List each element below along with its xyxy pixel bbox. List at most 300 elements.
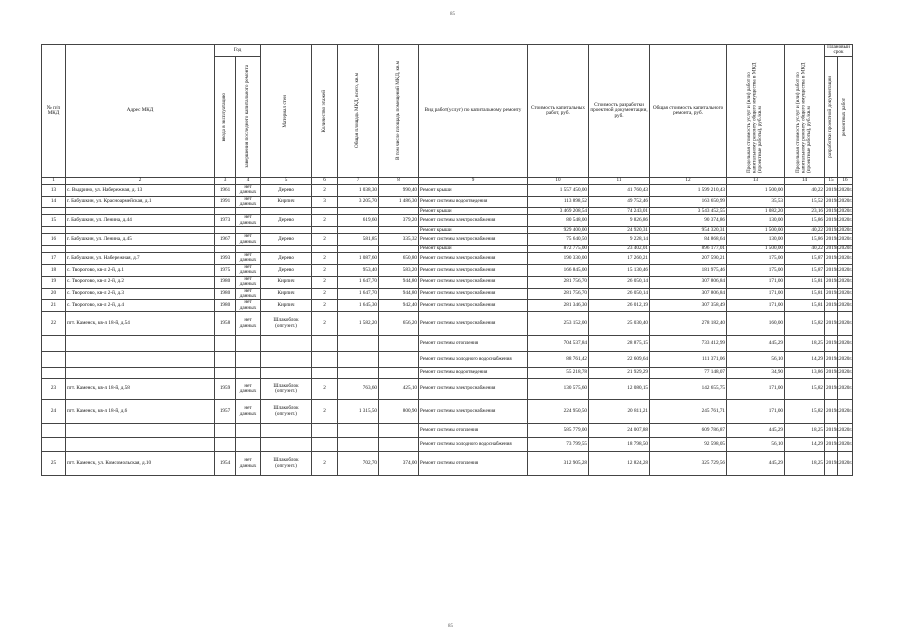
- cell-design: 26 050,14: [589, 288, 650, 300]
- cell-address: г. Бабушкин, ул. Ленина, д.45: [66, 234, 215, 246]
- column-number: 4: [236, 177, 261, 184]
- cell-no: 16: [42, 234, 66, 246]
- cell-wall: [261, 424, 312, 438]
- cell-lim2: 13,86: [785, 368, 825, 379]
- cell-cost: 872 775,00: [528, 246, 589, 253]
- cell-floors: 2: [312, 312, 338, 336]
- cell-living: 944,80: [379, 276, 419, 288]
- cell-floors: 2: [312, 234, 338, 246]
- cell-floors: 2: [312, 379, 338, 400]
- column-number: 9: [419, 177, 528, 184]
- cell-lim2: 18,25: [785, 424, 825, 438]
- cell-p1: 2019г.: [825, 264, 838, 276]
- cell-work: Ремонт системы электроснабжения: [419, 300, 528, 312]
- cell-lim1: 445,29: [727, 452, 785, 476]
- cell-address: с. Выдрино, ул. Набережная, д. 13: [66, 184, 215, 196]
- cell-total: 733 412,99: [650, 336, 727, 352]
- cell-wall: Дерево: [261, 184, 312, 196]
- cell-lim1: 1 500,00: [727, 246, 785, 253]
- col-header-no: № п/п МКД: [42, 45, 66, 178]
- cell-year: [215, 368, 236, 379]
- cell-no: 22: [42, 312, 66, 336]
- cell-living: 990,40: [379, 184, 419, 196]
- cell-lim1: 175,00: [727, 264, 785, 276]
- cell-wall: [261, 246, 312, 253]
- cell-p2: 2020г.: [838, 253, 853, 265]
- table-row: [42, 215, 853, 227]
- col-header-cost-works: Стоимость капитальных работ, руб.: [528, 45, 589, 178]
- cell-area: [338, 424, 379, 438]
- cell-year: 1957: [215, 400, 236, 424]
- cell-design: 18 798,50: [589, 438, 650, 452]
- repair-registry-table: [41, 44, 853, 476]
- cell-p2: 2020г.: [838, 196, 853, 208]
- cell-address: с. Творогово, кв-л 2-й, д.3: [66, 288, 215, 300]
- cell-p1: 2019г.: [825, 336, 838, 352]
- cell-address: с. Творогово, кв-л 2-й, д.1: [66, 264, 215, 276]
- cell-wall: Дерево: [261, 234, 312, 246]
- cell-floors: 2: [312, 300, 338, 312]
- table-row: [42, 253, 853, 265]
- cell-repair: нет данных: [236, 234, 261, 246]
- cell-wall: [261, 438, 312, 452]
- cell-design: 74 243,01: [589, 208, 650, 215]
- cell-p1: 2019г.: [825, 276, 838, 288]
- cell-p1: 2019г.: [825, 300, 838, 312]
- column-number: 10: [528, 177, 589, 184]
- cell-area: [338, 438, 379, 452]
- table-row: [42, 264, 853, 276]
- cell-total: 207 590,21: [650, 253, 727, 265]
- cell-living: [379, 246, 419, 253]
- cell-total: 307 358,49: [650, 300, 727, 312]
- cell-p2: 2020г.: [838, 336, 853, 352]
- cell-repair: нет данных: [236, 184, 261, 196]
- table-row: [42, 288, 853, 300]
- cell-repair: нет данных: [236, 276, 261, 288]
- cell-design: 15 130,46: [589, 264, 650, 276]
- cell-total: 163 650,99: [650, 196, 727, 208]
- cell-lim2: 15,81: [785, 276, 825, 288]
- cell-design: 26 050,14: [589, 276, 650, 288]
- col-header-work: Вид работ(услуг) по капитальному ремонту: [419, 45, 528, 178]
- cell-repair: нет данных: [236, 196, 261, 208]
- cell-total: 954 320,31: [650, 227, 727, 234]
- cell-lim2: 18,25: [785, 336, 825, 352]
- cell-address: [66, 336, 215, 352]
- cell-area: [338, 336, 379, 352]
- cell-design: 17 260,21: [589, 253, 650, 265]
- col-header-address: Адрес МКД: [66, 45, 215, 178]
- table-header: [42, 45, 853, 185]
- cell-lim2: 18,25: [785, 452, 825, 476]
- table-row: [42, 336, 853, 352]
- cell-address: пгт. Каменск, кв-л 18-й, д.58: [66, 379, 215, 400]
- cell-year: [215, 352, 236, 368]
- cell-wall: Шлакоблок (опгуэнт.): [261, 379, 312, 400]
- cell-p2: 2020г.: [838, 424, 853, 438]
- col-header-floors: Количество этажей: [312, 45, 338, 178]
- cell-living: [379, 424, 419, 438]
- col-header-plan-design: разработки проектной документации: [825, 56, 838, 177]
- column-number: 14: [785, 177, 825, 184]
- cell-p1: 2019г.: [825, 196, 838, 208]
- cell-p1: 2019г.: [825, 452, 838, 476]
- cell-p2: 2020г.: [838, 312, 853, 336]
- cell-total: 1 599 210,43: [650, 184, 727, 196]
- cell-no: [42, 368, 66, 379]
- cell-work: Ремонт системы водоотведения: [419, 196, 528, 208]
- cell-address: г. Бабушкин, ул. Ленина, д.44: [66, 215, 215, 227]
- page-number-bottom: 85: [448, 624, 453, 629]
- cell-p2: 2020г.: [839, 226, 853, 233]
- cell-living: 650,80: [379, 253, 419, 265]
- cell-no: [42, 438, 66, 452]
- cell-living: [379, 336, 419, 352]
- col-header-limit2: Предельная стоимость услуг и (или) работ по капитальному ремонту общего имущества в МКД (проектные работы), руб./кв.м: [785, 45, 825, 178]
- cell-p2: 2020г.: [838, 352, 853, 368]
- cell-living: [379, 227, 419, 234]
- cell-area: 702,70: [338, 452, 379, 476]
- cell-p2: 2020г.: [838, 438, 853, 452]
- cell-p2: 2020г.: [838, 452, 853, 476]
- cell-repair: нет данных: [236, 452, 261, 476]
- cell-floors: [312, 352, 338, 368]
- cell-floors: 2: [312, 400, 338, 424]
- cell-wall: Дерево: [261, 215, 312, 227]
- cell-repair: [236, 424, 261, 438]
- cell-cost: 113 898,52: [528, 196, 589, 208]
- cell-lim2: 15,52: [785, 196, 825, 208]
- cell-floors: 2: [312, 276, 338, 288]
- cell-lim1: 1 082,20: [727, 208, 785, 215]
- cell-lim2: 15,86: [785, 215, 825, 227]
- cell-no: 20: [42, 288, 66, 300]
- column-number: 2: [66, 177, 215, 184]
- cell-wall: Кирпич: [261, 288, 312, 300]
- cell-wall: Шлакоблок (опгуэнт.): [261, 400, 312, 424]
- cell-total: 245 761,71: [650, 400, 727, 424]
- cell-cost: 88 761,42: [528, 352, 589, 368]
- cell-design: 28 875,15: [589, 336, 650, 352]
- cell-wall: Шлакоблок (опгуэнт.): [261, 452, 312, 476]
- cell-lim1: 130,00: [727, 234, 785, 246]
- cell-no: [42, 336, 66, 352]
- cell-no: 15: [42, 215, 66, 227]
- cell-cost: 80 548,00: [528, 215, 589, 227]
- cell-area: 1 038,30: [338, 184, 379, 196]
- cell-cost: 1 557 450,00: [528, 184, 589, 196]
- cell-p2: 2020г.: [838, 379, 853, 400]
- cell-living: 379,20: [379, 215, 419, 227]
- cell-lim1: 445,29: [727, 336, 785, 352]
- table-row: [42, 424, 853, 438]
- cell-lim2: 15,87: [785, 253, 825, 265]
- cell-total: 307 806,84: [650, 276, 727, 288]
- cell-p1: 2019г.: [825, 400, 838, 424]
- cell-no: 13: [42, 184, 66, 196]
- cell-work: Ремонт системы холодного водоснабжения: [419, 352, 528, 368]
- cell-lim2: 40,22: [785, 227, 825, 234]
- cell-p2: 2020г.: [838, 400, 853, 424]
- cell-floors: 2: [312, 264, 338, 276]
- cell-total: 278 182,40: [650, 312, 727, 336]
- cell-area: [338, 246, 379, 253]
- cell-floors: 2: [312, 452, 338, 476]
- cell-design: 9 826,86: [589, 215, 650, 227]
- table-row: [42, 300, 853, 312]
- table-row: [42, 352, 853, 368]
- cell-living: 583,20: [379, 264, 419, 276]
- cell-address: с. Творогово, кв-л 2-й, д.2: [66, 276, 215, 288]
- cell-address: г. Бабушкин, ул. Набережная, д.7: [66, 253, 215, 265]
- cell-no: [42, 246, 66, 253]
- cell-p2: 2020г.: [838, 300, 853, 312]
- column-number: 3: [215, 177, 236, 184]
- cell-year: [215, 438, 236, 452]
- cell-work: Ремонт системы электроснабжения: [419, 264, 528, 276]
- cell-lim1: 171,00: [727, 276, 785, 288]
- cell-repair: нет данных: [236, 379, 261, 400]
- cell-work: Ремонт системы электроснабжения: [419, 215, 528, 227]
- column-number: 5: [261, 177, 312, 184]
- cell-living: 374,00: [379, 452, 419, 476]
- cell-lim2: 15,81: [785, 288, 825, 300]
- col-header-area-living: В том числе площадь помещений МКД, кв.м: [379, 45, 419, 178]
- cell-year: 1975: [215, 264, 236, 276]
- column-number: 6: [312, 177, 338, 184]
- cell-design: 22 609,64: [589, 352, 650, 368]
- cell-p1: 2019г.: [825, 368, 838, 379]
- cell-address: [66, 368, 215, 379]
- cell-lim1: 445,29: [727, 424, 785, 438]
- table-row: [42, 368, 853, 379]
- cell-work: Ремонт крыши: [419, 246, 528, 253]
- cell-work: Ремонт системы электроснабжения: [419, 234, 528, 246]
- cell-wall: Кирпич: [261, 276, 312, 288]
- cell-living: 1 486,30: [379, 196, 419, 208]
- cell-lim2: 14,29: [785, 352, 825, 368]
- cell-year: [215, 208, 236, 215]
- table-body: [42, 184, 853, 475]
- cell-address: [66, 227, 215, 234]
- cell-p1: 2019г.: [826, 207, 840, 214]
- cell-work: Ремонт системы отопления: [419, 424, 528, 438]
- cell-total: 92 598,05: [650, 438, 727, 452]
- cell-floors: [312, 208, 338, 215]
- column-number: 12: [650, 177, 727, 184]
- cell-lim2: 15,82: [785, 400, 825, 424]
- column-number: 15: [825, 177, 838, 184]
- cell-lim1: 1 500,00: [727, 184, 785, 196]
- cell-year: 1961: [215, 184, 236, 196]
- cell-lim1: 171,00: [727, 400, 785, 424]
- cell-design: 12 824,28: [589, 452, 650, 476]
- cell-lim2: 15,82: [785, 312, 825, 336]
- col-header-plan-group: Плановый срок: [825, 45, 853, 57]
- cell-cost: 281 756,70: [528, 276, 589, 288]
- cell-p1: 2019г.: [825, 312, 838, 336]
- cell-design: 24 007,88: [589, 424, 650, 438]
- column-number: 8: [379, 177, 419, 184]
- cell-no: [42, 208, 66, 215]
- cell-p2: 2020г.: [839, 245, 853, 252]
- cell-work: Ремонт системы электроснабжения: [419, 253, 528, 265]
- cell-design: 49 752,46: [589, 196, 650, 208]
- table-row: [42, 246, 853, 253]
- cell-year: [215, 227, 236, 234]
- cell-p1: 2019г.: [825, 234, 838, 246]
- cell-area: [338, 368, 379, 379]
- cell-lim2: 15,81: [785, 300, 825, 312]
- cell-no: [42, 227, 66, 234]
- cell-cost: 130 575,60: [528, 379, 589, 400]
- col-header-cost-design: Стоимость разработки проектной документации, руб.: [589, 45, 650, 178]
- cell-area: 1 647,70: [338, 288, 379, 300]
- cell-work: Ремонт системы отопления: [419, 452, 528, 476]
- cell-floors: 3: [312, 196, 338, 208]
- cell-lim2: 40,22: [785, 184, 825, 196]
- cell-total: 111 371,06: [650, 352, 727, 368]
- cell-work: Ремонт системы электроснабжения: [419, 400, 528, 424]
- cell-floors: [312, 336, 338, 352]
- cell-repair: [236, 352, 261, 368]
- cell-cost: 704 537,84: [528, 336, 589, 352]
- cell-lim1: 175,00: [727, 253, 785, 265]
- cell-year: 1958: [215, 312, 236, 336]
- cell-lim2: 40,22: [785, 246, 825, 253]
- cell-area: [338, 208, 379, 215]
- cell-floors: [312, 438, 338, 452]
- cell-year: 1959: [215, 379, 236, 400]
- cell-design: 9 228,14: [589, 234, 650, 246]
- cell-design: 26 012,19: [589, 300, 650, 312]
- cell-total: 77 148,07: [650, 368, 727, 379]
- cell-p2: 2020г.: [838, 288, 853, 300]
- cell-address: [66, 208, 215, 215]
- cell-cost: 281 346,30: [528, 300, 589, 312]
- cell-living: 800,90: [379, 400, 419, 424]
- cell-design: 41 760,43: [589, 184, 650, 196]
- table-row: [42, 227, 853, 234]
- cell-living: [379, 368, 419, 379]
- cell-year: 1973: [215, 215, 236, 227]
- cell-repair: [236, 438, 261, 452]
- cell-area: 763,60: [338, 379, 379, 400]
- cell-living: [379, 438, 419, 452]
- cell-area: [338, 352, 379, 368]
- cell-living: 425,10: [379, 379, 419, 400]
- cell-design: 25 030,40: [589, 312, 650, 336]
- cell-cost: 166 845,00: [528, 264, 589, 276]
- cell-total: 90 374,86: [650, 215, 727, 227]
- cell-work: Ремонт системы отопления: [419, 336, 528, 352]
- cell-address: [66, 246, 215, 253]
- cell-floors: 2: [312, 253, 338, 265]
- cell-p2: 2020г.: [838, 368, 853, 379]
- cell-year: [215, 336, 236, 352]
- page-number-top: 85: [450, 12, 455, 17]
- column-number: 7: [338, 177, 379, 184]
- cell-cost: 253 152,00: [528, 312, 589, 336]
- cell-living: [379, 352, 419, 368]
- cell-p1: 2019г.: [825, 215, 838, 227]
- cell-year: 1954: [215, 452, 236, 476]
- cell-wall: Кирпич: [261, 300, 312, 312]
- cell-design: 21 929,29: [589, 368, 650, 379]
- cell-p1: 2019г.: [825, 253, 838, 265]
- cell-p2: 2020г.: [838, 184, 853, 196]
- cell-floors: [312, 424, 338, 438]
- cell-design: 24 920,31: [589, 227, 650, 234]
- cell-area: 1 582,20: [338, 312, 379, 336]
- cell-cost: 281 756,70: [528, 288, 589, 300]
- cell-wall: Шлакоблок (опгуэнт.): [261, 312, 312, 336]
- cell-total: 142 655,75: [650, 379, 727, 400]
- cell-area: 619,60: [338, 215, 379, 227]
- cell-total: 181 975,46: [650, 264, 727, 276]
- cell-address: [66, 424, 215, 438]
- cell-wall: [261, 352, 312, 368]
- cell-area: 581,85: [338, 234, 379, 246]
- cell-p1: 2019г.: [825, 424, 838, 438]
- cell-work: Ремонт крыши: [419, 208, 528, 215]
- cell-area: [338, 227, 379, 234]
- cell-lim1: 1 500,00: [727, 227, 785, 234]
- cell-wall: [261, 227, 312, 234]
- column-number: 16: [838, 177, 853, 184]
- cell-cost: 75 640,50: [528, 234, 589, 246]
- cell-p1: 2019г.: [825, 438, 838, 452]
- table-row: [42, 379, 853, 400]
- col-header-cost-total: Общая стоимость капитального ремонта, руб.: [650, 45, 727, 178]
- cell-lim1: 130,00: [727, 215, 785, 227]
- cell-repair: нет данных: [236, 312, 261, 336]
- cell-repair: [236, 336, 261, 352]
- cell-total: 896 177,01: [650, 246, 727, 253]
- cell-area: 3 205,70: [338, 196, 379, 208]
- cell-floors: 2: [312, 288, 338, 300]
- table-row: [42, 208, 853, 215]
- cell-work: Ремонт системы водоотведения: [419, 368, 528, 379]
- cell-work: Ремонт системы холодного водоснабжения: [419, 438, 528, 452]
- cell-year: 1993: [215, 253, 236, 265]
- cell-lim1: 35,53: [727, 196, 785, 208]
- cell-cost: 3 469 208,54: [528, 208, 589, 215]
- cell-address: [66, 438, 215, 452]
- cell-p2: 2020г.: [838, 215, 853, 227]
- cell-work: Ремонт крыши: [419, 227, 528, 234]
- cell-no: 24: [42, 400, 66, 424]
- cell-living: 944,80: [379, 288, 419, 300]
- cell-address: г. Бабушкин, ул. Красноармейская, д.1: [66, 196, 215, 208]
- cell-total: 84 868,64: [650, 234, 727, 246]
- cell-total: 307 806,84: [650, 288, 727, 300]
- cell-p1: 2019г.: [825, 184, 838, 196]
- cell-wall: Дерево: [261, 264, 312, 276]
- cell-living: 656,20: [379, 312, 419, 336]
- cell-no: 19: [42, 276, 66, 288]
- cell-work: Ремонт системы электроснабжения: [419, 288, 528, 300]
- cell-no: 17: [42, 253, 66, 265]
- cell-floors: 2: [312, 184, 338, 196]
- col-header-year-group: Год: [215, 45, 261, 57]
- cell-cost: 73 799,55: [528, 438, 589, 452]
- cell-p1: 2019г.: [825, 379, 838, 400]
- cell-year: [215, 424, 236, 438]
- cell-lim2: 15,87: [785, 264, 825, 276]
- cell-lim1: 171,00: [727, 300, 785, 312]
